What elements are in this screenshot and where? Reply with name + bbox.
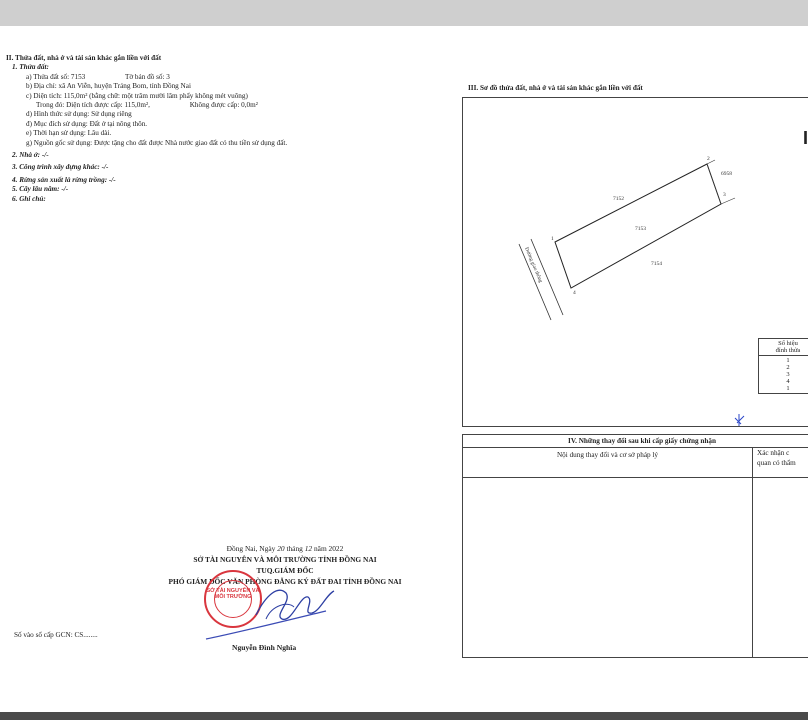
top-bar	[0, 0, 808, 28]
other-construction-line: 3. Công trình xây dựng khác: -/-	[12, 163, 109, 172]
parcel-south-label: 7154	[651, 261, 662, 267]
bottom-bar	[0, 712, 808, 720]
road-label: Đường giao thông	[523, 246, 544, 284]
notes-line: 6. Ghi chú:	[12, 194, 46, 203]
seal-text: SỞ TÀI NGUYÊN VÀ MÔI TRƯỜNG	[206, 588, 260, 600]
parcel-main-label: 7153	[635, 226, 646, 232]
point-label: 1	[551, 236, 554, 242]
address-line: b) Địa chỉ: xã An Viễn, huyện Trảng Bom, tỉnh Đồng Nai	[26, 82, 191, 91]
point-label: 3	[723, 192, 726, 198]
parcel-number: 7153	[70, 72, 86, 81]
map-sheet-number: 3	[166, 72, 170, 81]
coordinate-table	[758, 338, 808, 394]
forest-line: 4. Rừng sản xuất là rừng trồng: -/-	[12, 175, 116, 184]
changes-box	[462, 434, 808, 658]
parcel-corner-label: 6958	[721, 171, 732, 177]
usage-term-line: e) Thời hạn sử dụng: Lâu dài.	[26, 129, 112, 138]
issuing-org: SỞ TÀI NGUYÊN VÀ MÔI TRƯỜNG TỈNH ĐỒNG NAI	[193, 555, 377, 564]
usage-purpose-line: đ) Mục đích sử dụng: Đất ở tại nông thôn.	[26, 119, 148, 128]
handwritten-signature	[196, 575, 346, 645]
point-label: 4	[573, 290, 576, 296]
section-iii-title: III. Sơ đồ thửa đất, nhà ở và tài sản khác gắn liền với đất	[468, 84, 643, 92]
area-line: c) Diện tích: 115,0m² (bằng chữ: một trăm mười lăm phẩy không mét vuông)	[26, 91, 248, 100]
section-ii	[6, 54, 456, 204]
section-iv-title: IV. Những thay đổi sau khi cấp giấy chứng nhận	[463, 435, 808, 448]
parcel-heading: 1. Thửa đất:	[12, 63, 49, 72]
parcel-diagram	[463, 98, 808, 427]
house-line: 2. Nhà ở: -/-	[12, 151, 49, 160]
signer-title: PHÓ GIÁM ĐỐC VĂN PHÒNG ĐĂNG KÝ ĐẤT ĐAI TỈNH ĐỒNG NAI	[168, 577, 402, 586]
table-row: 1 2 3 4 1	[759, 356, 808, 394]
usage-form-line: d) Hình thức sử dụng: Sử dụng riêng	[26, 110, 132, 119]
parcel-number-line: a) Thửa đất số: 7153 Tờ bản đồ số: 3	[26, 72, 170, 81]
coordinate-table-header: Số hiệu đỉnh thửa	[759, 339, 808, 356]
section-ii-title: II. Thửa đất, nhà ở và tài sản khác gắn liền với đất	[6, 54, 162, 62]
corner-letter: I	[803, 128, 808, 148]
point-label: 2	[707, 156, 710, 162]
authorization-line: TUQ.GIÁM ĐỐC	[256, 566, 314, 575]
changes-content-header: Nội dung thay đổi và cơ sở pháp lý	[463, 448, 753, 478]
parcel-map	[462, 97, 808, 427]
issue-date: Đồng Nai, Ngày 20 tháng 12 năm 2022	[226, 544, 344, 553]
usage-origin-line: g) Nguồn gốc sử dụng: Được tặng cho đất được Nhà nước giao đất có thu tiền sử dụng đất.	[26, 138, 288, 147]
changes-confirm-header: Xác nhận c quan có thẩm	[753, 448, 808, 478]
signer-name: Nguyễn Đình Nghĩa	[232, 643, 297, 652]
perennial-trees-line: 5. Cây lâu năm: -/-	[12, 185, 69, 194]
parcel-north-label: 7152	[613, 196, 624, 202]
certificate-serial: Số vào sổ cấp GCN: CS........	[14, 631, 98, 639]
area-detail-line: Trong đó: Diện tích được cấp: 115,0m², Không được cấp: 0,0m²	[36, 101, 258, 110]
